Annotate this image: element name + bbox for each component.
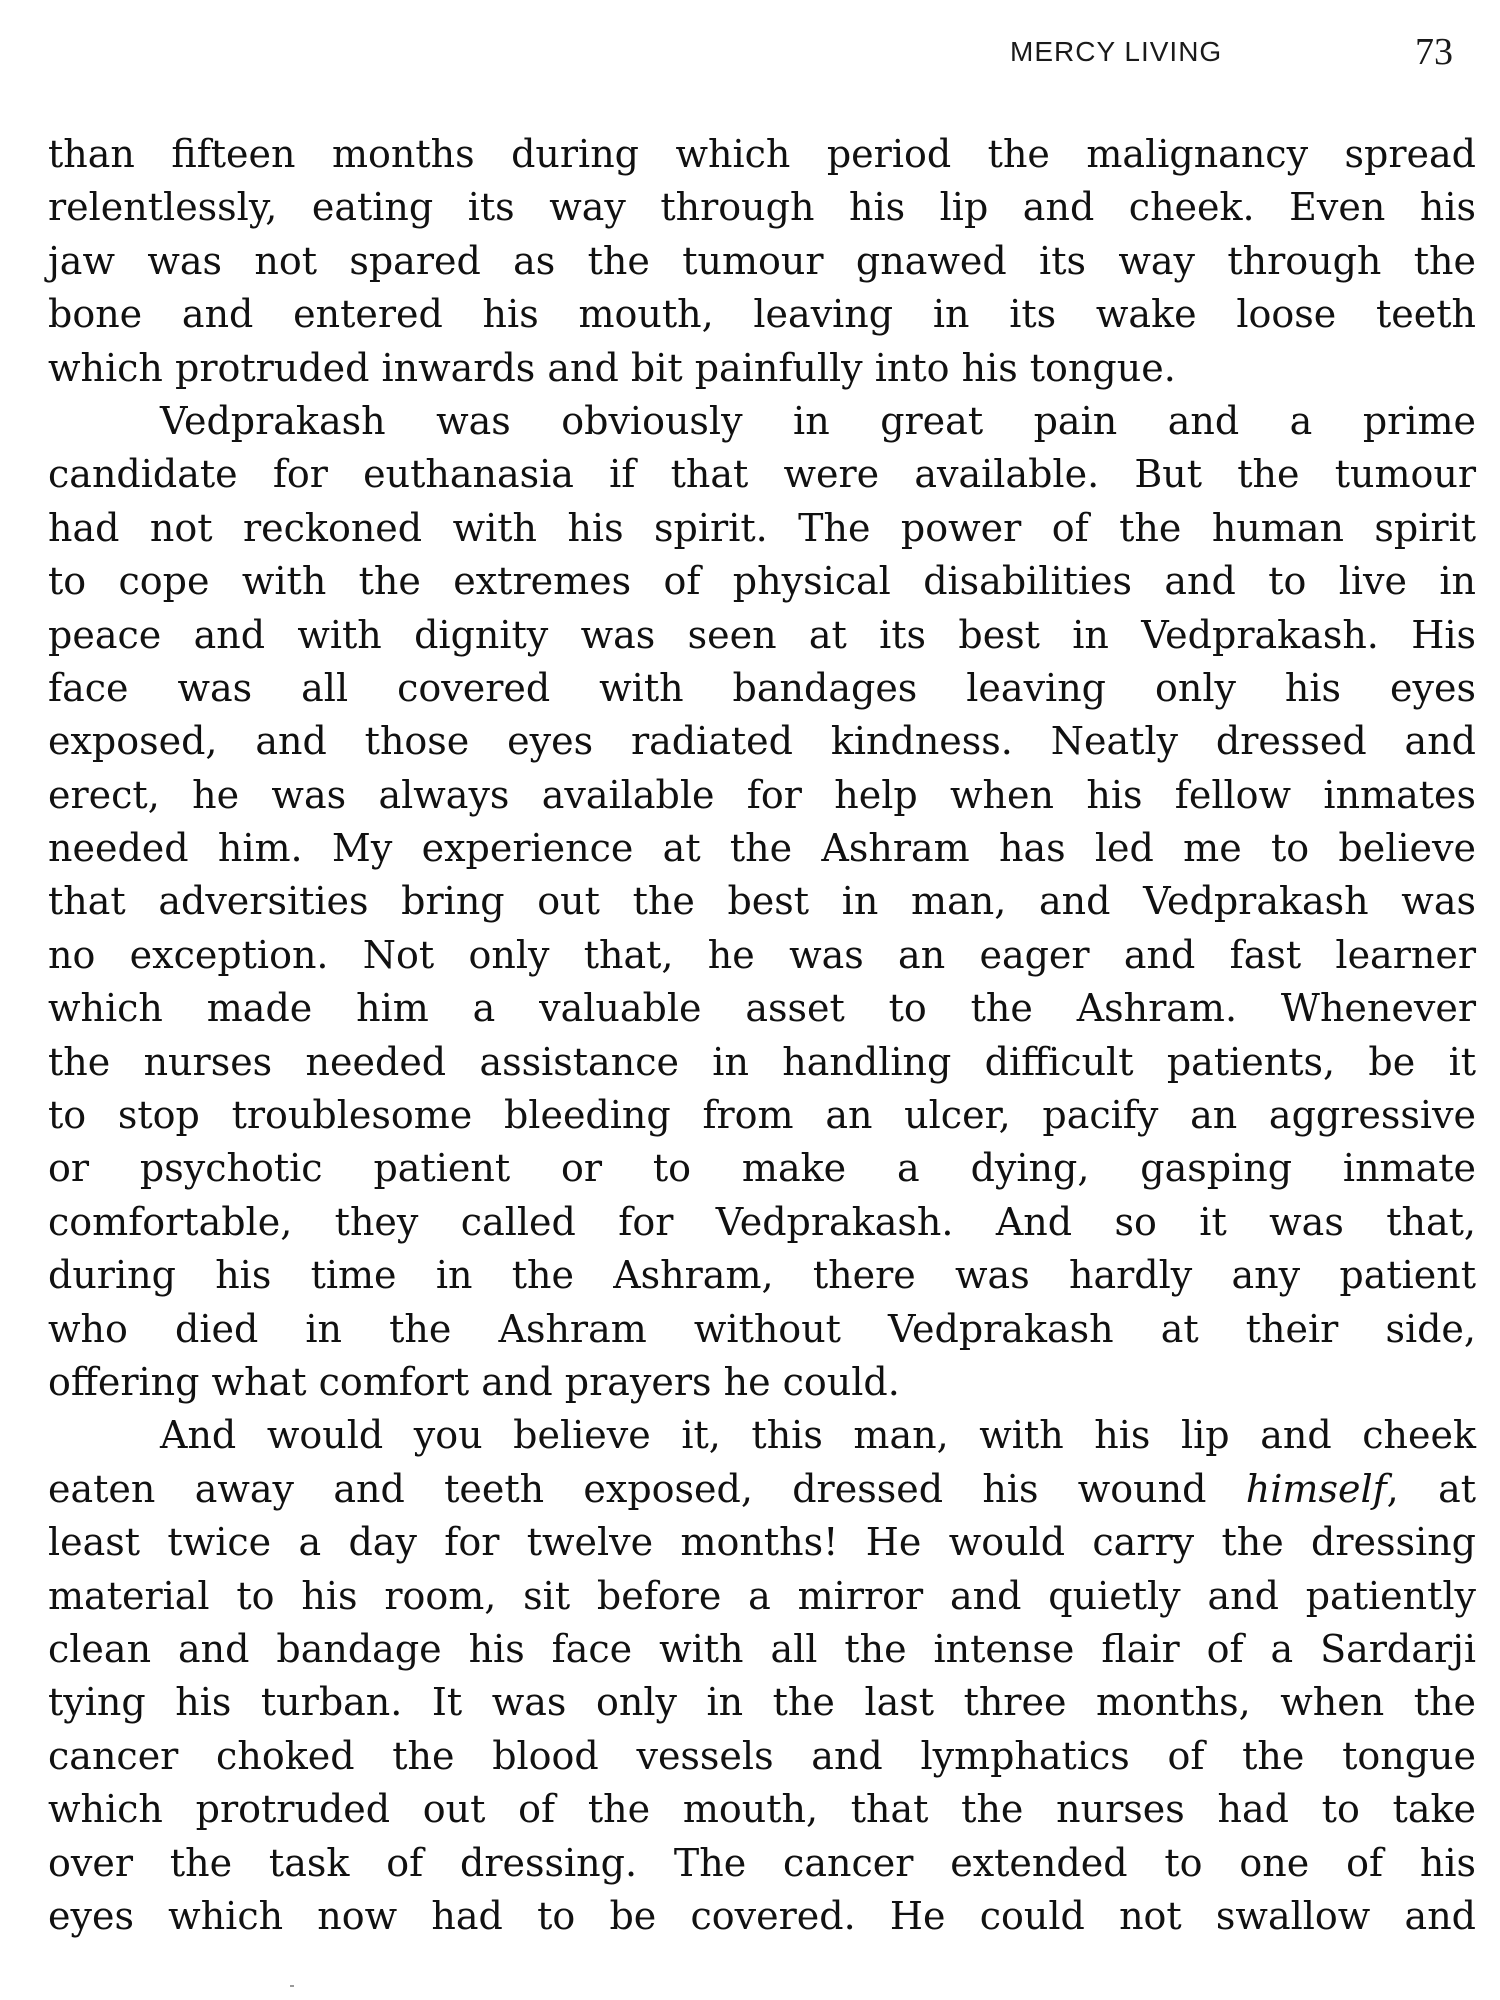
text-line: relentlessly, eating its way through his lip and cheek. Even his — [48, 185, 1476, 230]
text-line: who died in the Ashram without Vedprakash at their side, — [48, 1306, 1476, 1351]
text-line: needed him. My experience at the Ashram has led me to believe — [48, 826, 1476, 871]
text-line: bone and entered his mouth, leaving in its wake loose teeth — [48, 292, 1476, 337]
text-line: over the task of dressing. The cancer extended to one of his — [48, 1840, 1476, 1885]
text-line: eyes which now had to be covered. He could not swallow and — [48, 1893, 1476, 1938]
text-line: material to his room, sit before a mirror and quietly and patiently — [48, 1573, 1476, 1618]
text-line: which protruded inwards and bit painfully into his tongue. — [48, 345, 1176, 390]
text-line: And would you believe it, this man, with his lip and cheek — [160, 1413, 1476, 1458]
text-line: tying his turban. It was only in the last three months, when the — [48, 1680, 1476, 1725]
text-line: peace and with dignity was seen at its best in Vedprakash. His — [48, 612, 1476, 657]
text-line: to cope with the extremes of physical disabilities and to live in — [48, 559, 1476, 604]
text-line: Vedprakash was obviously in great pain and a prime — [160, 398, 1476, 443]
text-line: exposed, and those eyes radiated kindness. Neatly dressed and — [48, 719, 1476, 764]
text-line: had not reckoned with his spirit. The power of the human spirit — [48, 505, 1476, 550]
scan-speck — [290, 1985, 294, 1987]
text-line: clean and bandage his face with all the intense flair of a Sardarji — [48, 1626, 1476, 1671]
emphasis-text: himself — [1245, 1466, 1387, 1511]
text-line: during his time in the Ashram, there was hardly any patient — [48, 1253, 1476, 1298]
running-head — [0, 30, 1500, 80]
text-line: comfortable, they called for Vedprakash. And so it was that, — [48, 1199, 1476, 1244]
text-line: candidate for euthanasia if that were available. But the tumour — [48, 452, 1476, 497]
text-line: which protruded out of the mouth, that the nurses had to take — [48, 1787, 1476, 1832]
text-line: least twice a day for twelve months! He would carry the dressing — [48, 1520, 1476, 1565]
text-line: that adversities bring out the best in man, and Vedprakash was — [48, 879, 1476, 924]
text-line: cancer choked the blood vessels and lymphatics of the tongue — [48, 1733, 1476, 1778]
text-line: or psychotic patient or to make a dying, gasping inmate — [48, 1146, 1476, 1191]
text-line: which made him a valuable asset to the Ashram. Whenever — [48, 986, 1476, 1031]
text-line: to stop troublesome bleeding from an ulcer, pacify an aggressive — [48, 1093, 1476, 1138]
text-line: offering what comfort and prayers he could. — [48, 1359, 900, 1404]
text-segment: eaten away and teeth exposed, dressed his wound — [48, 1466, 1207, 1511]
page-number: 73 — [1415, 31, 1453, 73]
text-line: erect, he was always available for help when his fellow inmates — [48, 772, 1476, 817]
text-line: than fifteen months during which period the malignancy spread — [48, 132, 1476, 176]
text-line — [48, 1463, 1476, 1516]
text-segment: , at — [1386, 1466, 1476, 1511]
text-line: no exception. Not only that, he was an eager and fast learner — [48, 932, 1476, 977]
running-title: MERCY LIVING — [1010, 36, 1223, 67]
text-line: jaw was not spared as the tumour gnawed its way through the — [48, 238, 1476, 283]
text-line: the nurses needed assistance in handling difficult patients, be it — [48, 1039, 1476, 1084]
text-line: face was all covered with bandages leaving only his eyes — [48, 665, 1476, 710]
body-text — [48, 128, 1476, 1943]
